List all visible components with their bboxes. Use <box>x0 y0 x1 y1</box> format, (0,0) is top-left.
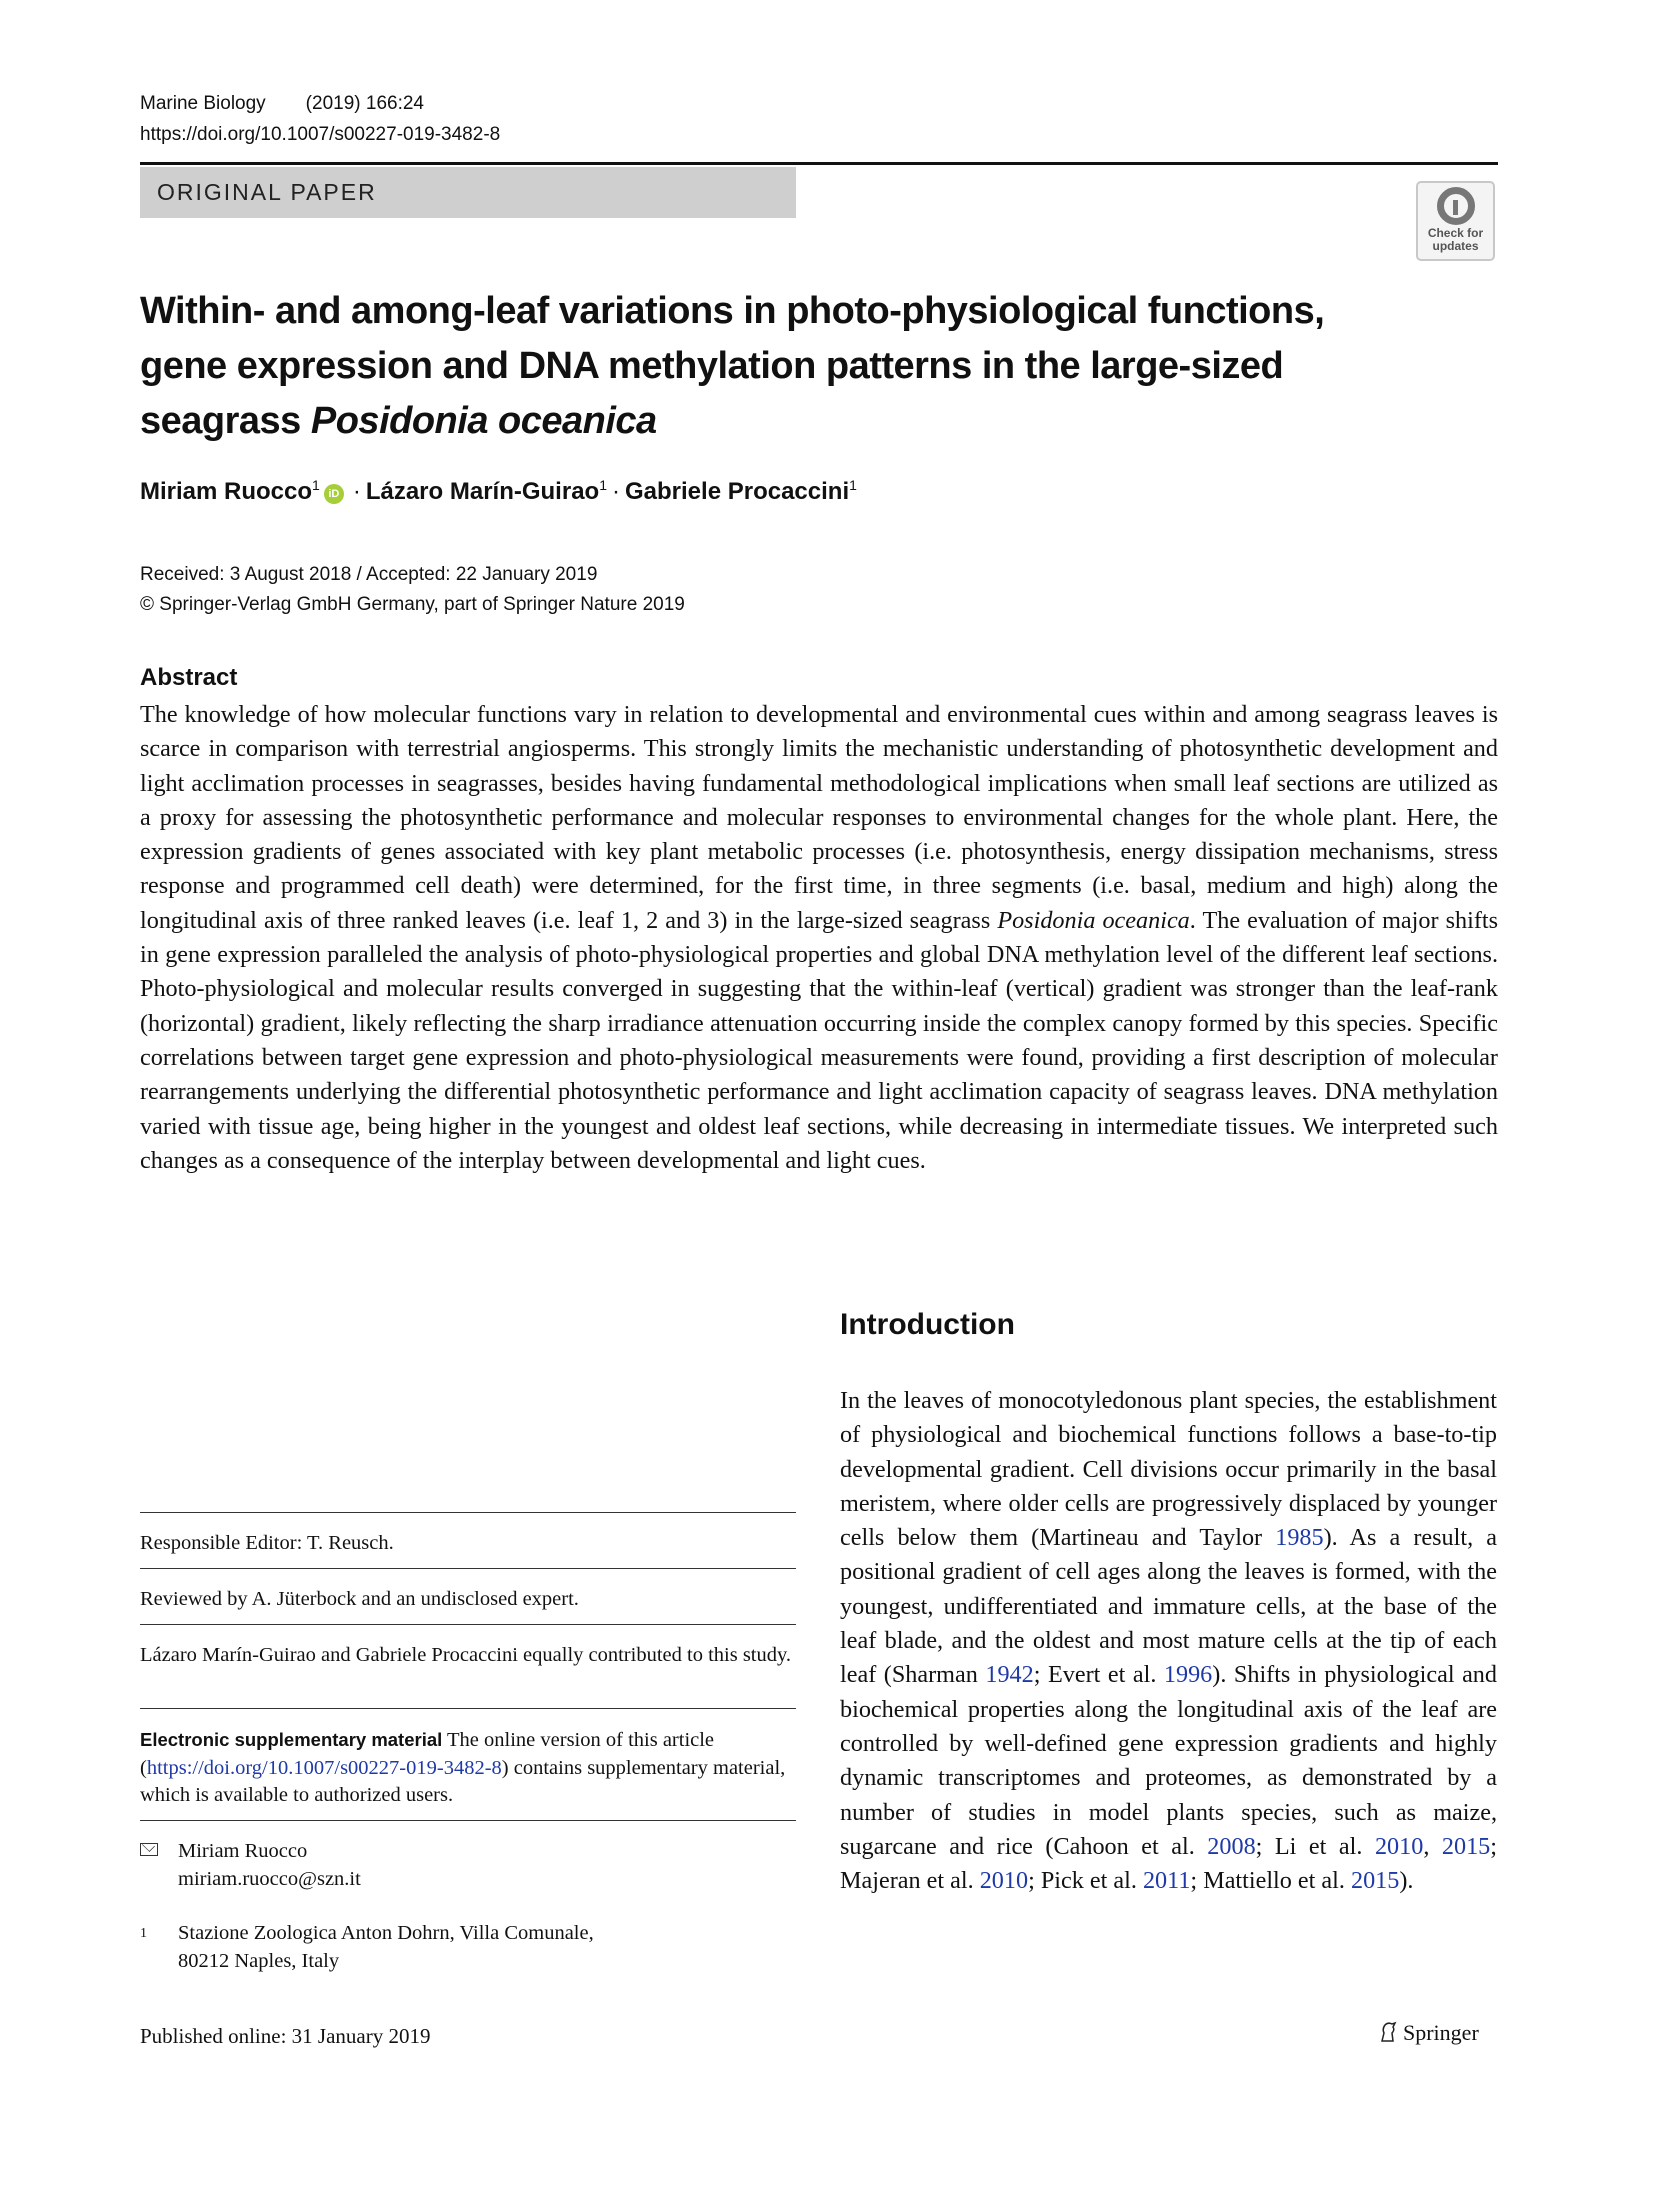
citation-link[interactable]: 1985 <box>1275 1524 1324 1552</box>
orcid-icon[interactable]: iD <box>324 484 344 504</box>
contact-email[interactable]: miriam.ruocco@szn.it <box>178 1867 361 1890</box>
footnote-rule <box>140 1820 796 1821</box>
article-dates <box>140 560 685 620</box>
footnote-rule <box>140 1512 796 1513</box>
author-list: Miriam Ruocco$^1$iD · Lázaro Marín-Guirao$^1$ · Gabriele Procaccini$^1$ <box>140 477 857 505</box>
springer-horse-icon <box>1378 2021 1398 2043</box>
title-species: Posidonia oceanica <box>310 400 657 442</box>
esm-label: Electronic supplementary material <box>140 1729 443 1750</box>
citation-link[interactable]: 2010 <box>979 1867 1029 1895</box>
footnote-rule <box>140 1568 796 1569</box>
citation-link[interactable]: 2008 <box>1207 1832 1256 1860</box>
abstract-body: The knowledge of how molecular functions vary in relation to developmental and environmental cues within and among seagrass leaves is scarce in comparison with terrestrial angiosperms. This strongly limits the mechanistic understanding of photosynthetic development and light acclimation processes in seagrasses, besides having fundamental methodological implications when small leaf sections are utilized as a proxy for assessing the photosynthetic performance and molecular responses to environmental changes for the whole plant. Here, the expression gradients of genes associated with key plant metabolic processes (i.e. photosynthesis, energy dissipation mechanisms, stress response and programmed cell death) were determined, for the first time, in three segments (i.e. basal, medium and high) along the longitudinal axis of three ranked leaves (i.e. leaf 1, 2 and 3) in the large-sized seagrass Posidonia oceanica. The evaluation of major shifts in gene expression paralleled the analysis of photo-physiological properties and global DNA methylation level of the different leaf sections. Photo-physiological and molecular results converged in suggesting that the within-leaf (vertical) gradient was stronger than the leaf-rank (horizontal) gradient, likely reflecting the sharp irradiance attenuation occurring inside the complex canopy formed by this species. Specific correlations between target gene expression and photo-physiological measurements were found, providing a first description of molecular rearrangements underlying the differential photosynthetic performance and light acclimation capacity of seagrass leaves. DNA methylation varied with tissue age, being higher in the youngest and oldest leaf sections, while decreasing in intermediate tissues. We interpreted such changes as a consequence of the interplay between developmental and light cues. <box>140 701 1499 1174</box>
abstract-heading: Abstract <box>140 664 238 691</box>
citation-link[interactable]: 1942 <box>985 1661 1034 1689</box>
journal-volume: (2019) 166:24 <box>305 93 424 114</box>
envelope-icon <box>140 1843 158 1856</box>
author-name[interactable]: Miriam Ruocco <box>140 478 313 505</box>
affiliation-line: Stazione Zoologica Anton Dohrn, Villa Comunale, <box>178 1922 594 1944</box>
publisher-name: Springer <box>1403 2020 1479 2045</box>
author-name[interactable]: Lázaro Marín-Guirao <box>365 478 600 505</box>
article-type: ORIGINAL PAPER <box>157 179 377 205</box>
footnote-rule <box>140 1708 796 1709</box>
contribution-note: Lázaro Marín-Guirao and Gabriele Procaccini equally contributed to this study. <box>140 1644 792 1666</box>
journal-header <box>140 88 500 150</box>
citation-link[interactable]: 1996 <box>1163 1661 1213 1689</box>
introduction-body: In the leaves of monocotyledonous plant species, the establishment of physiological and biochemical functions follows a base-to-tip developmental gradient. Cell divisions occur primarily in the basal meristem, where older cells are progressively displaced by younger cells below them (Martineau and Taylor 1985). As a result, a positional gradient of cell ages along the leaves is formed, with the youngest, undifferentiated and immature cells, at the base of the leaf blade, and the oldest and most mature cells at the tip of each leaf (Sharman 1942; Evert et al. 1996). Shifts in physiological and biochemical properties along the longitudinal axis of the leaf are controlled by well-defined gene expression gradients and highly dynamic transcriptomes and proteomes, as demonstrated by a number of studies in model plants species, such as maize, sugarcane and rice (Cahoon et al. 2008; Li et al. 2010, 2015; Majeran et al. 2010; Pick et al. 2011; Mattiello et al. 2015). <box>840 1387 1497 1895</box>
journal-name: Marine Biology <box>140 93 266 114</box>
received-accepted: Received: 3 August 2018 / Accepted: 22 January 2019 <box>140 564 598 585</box>
publisher-logo <box>1378 2020 1479 2046</box>
citation-link[interactable]: 2011 <box>1142 1867 1191 1895</box>
reviewers-note: Reviewed by A. Jüterbock and an undisclosed expert. <box>140 1588 579 1610</box>
citation-link[interactable]: 2015 <box>1350 1867 1400 1895</box>
header-rule <box>140 162 1498 165</box>
contact-name: Miriam Ruocco <box>178 1840 308 1862</box>
article-type-bar <box>140 167 796 218</box>
bookmark-icon <box>1437 187 1475 225</box>
affiliation-line: 80212 Naples, Italy <box>178 1949 340 1972</box>
check-updates-label: Check for updates <box>1427 226 1484 253</box>
journal-doi[interactable]: https://doi.org/10.1007/s00227-019-3482-8 <box>140 124 501 145</box>
esm-link[interactable]: https://doi.org/10.1007/s00227-019-3482-8 <box>146 1756 502 1779</box>
citation-link[interactable]: 2015 <box>1441 1832 1491 1860</box>
published-online: Published online: 31 January 2019 <box>140 2024 431 2048</box>
check-for-updates-badge[interactable] <box>1416 181 1495 261</box>
responsible-editor: Responsible Editor: T. Reusch. <box>140 1532 394 1554</box>
author-name[interactable]: Gabriele Procaccini <box>625 478 850 505</box>
introduction-heading: Introduction <box>840 1308 1015 1341</box>
footnote-rule <box>140 1624 796 1625</box>
affiliation-block <box>140 1920 796 1975</box>
contact-block <box>140 1838 796 1893</box>
citation-link[interactable]: 2010 <box>1374 1832 1424 1860</box>
supplementary-note: Electronic supplementary material The online version of this article (https://doi.org/10.1007/s00227-019-3482-8) contains supplementary material, which is available to authorized users. <box>140 1729 786 1806</box>
paper-title: Within- and among-leaf variations in photo-physiological functions, gene expression and DNA methylation patterns in the large-sized seagrass Posidonia oceanica <box>140 290 1325 442</box>
copyright: © Springer-Verlag GmbH Germany, part of Springer Nature 2019 <box>140 594 685 615</box>
abstract-species: Posidonia oceanica <box>997 906 1190 934</box>
affiliation-number: 1 <box>140 1926 147 1941</box>
